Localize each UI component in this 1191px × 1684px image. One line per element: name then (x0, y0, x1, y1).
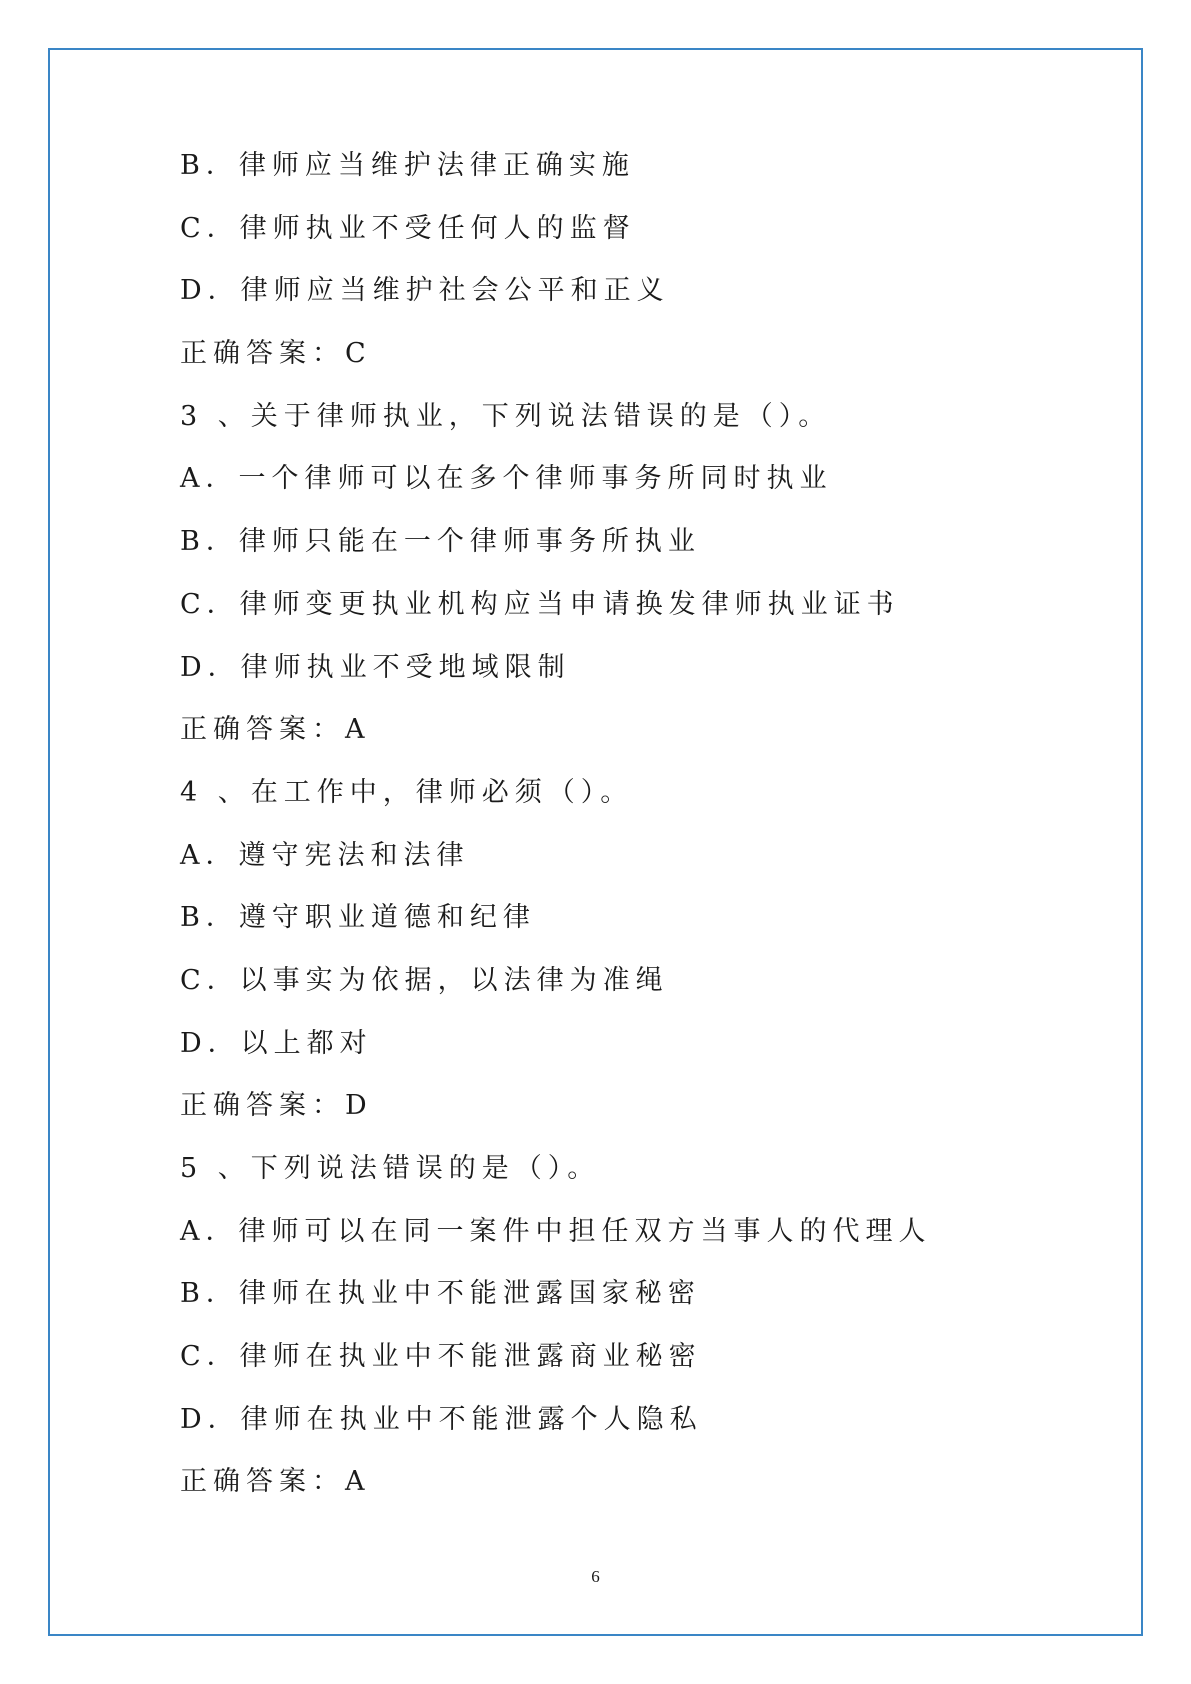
option-label: B． (180, 526, 239, 558)
option-text: 律师执业不受任何人的监督 (239, 212, 636, 244)
option-text: 律师只能在一个律师事务所执业 (238, 526, 701, 558)
option-q3-a (180, 459, 1080, 522)
answer-q3: 正确答案：A (180, 714, 371, 746)
option-text: 一个律师可以在多个律师事务所同时执业 (238, 463, 833, 495)
option-text: 律师执业不受地域限制 (240, 651, 571, 683)
option-q2-c (180, 209, 1080, 272)
option-q3-b (180, 522, 1080, 585)
option-q5-a (180, 1212, 1080, 1275)
option-text: 律师可以在同一案件中担任双方当事人的代理人 (238, 1215, 932, 1247)
option-q5-d (180, 1400, 1080, 1463)
option-text: 律师应当维护法律正确实施 (238, 150, 635, 181)
option-label: D． (180, 1403, 241, 1435)
option-label: A． (180, 839, 239, 871)
option-text: 以上都对 (240, 1027, 373, 1059)
option-text: 以事实为依据，以法律为准绳 (239, 964, 669, 996)
option-q5-b (180, 1274, 1080, 1337)
question-3-stem: 3 、关于律师执业，下列说法错误的是（）。 (180, 400, 832, 432)
option-label: B． (180, 150, 239, 181)
option-label: D． (180, 1027, 241, 1059)
option-label: B． (180, 902, 239, 934)
option-text: 律师在执业中不能泄露商业秘密 (239, 1341, 702, 1373)
option-label: C． (180, 1341, 240, 1373)
option-label: A． (180, 463, 239, 495)
page-number: 6 (591, 1567, 600, 1586)
question-5-stem: 5 、下列说法错误的是（）。 (180, 1153, 601, 1184)
option-label: B． (180, 1278, 239, 1310)
answer-q2: 正确答案：C (180, 338, 372, 370)
option-q5-c (180, 1337, 1080, 1400)
option-text: 律师在执业中不能泄露国家秘密 (238, 1278, 701, 1310)
answer-q4: 正确答案：D (180, 1090, 373, 1122)
option-text: 遵守职业道德和纪律 (238, 902, 536, 934)
option-q4-c (180, 961, 1080, 1024)
option-q4-b (180, 898, 1080, 961)
option-text: 遵守宪法和法律 (238, 839, 470, 871)
answer-q5: 正确答案：A (180, 1466, 371, 1498)
option-label: C． (180, 588, 240, 620)
question-4-stem: 4 、在工作中，律师必须（）。 (180, 776, 634, 808)
option-text: 律师变更执业机构应当申请换发律师执业证书 (239, 588, 900, 620)
option-q2-b (180, 146, 1080, 209)
option-label: D． (180, 275, 241, 307)
option-q3-c (180, 585, 1080, 648)
option-label: A． (180, 1215, 239, 1247)
option-q4-a (180, 836, 1080, 899)
option-q4-d (180, 1024, 1080, 1087)
option-text: 律师应当维护社会公平和正义 (240, 275, 670, 307)
option-text: 律师在执业中不能泄露个人隐私 (240, 1403, 703, 1435)
option-label: C． (180, 212, 240, 244)
option-q3-d (180, 648, 1080, 711)
option-label: D． (180, 651, 241, 683)
page-content (180, 146, 1080, 1525)
option-label: C． (180, 964, 240, 996)
option-q2-d (180, 271, 1080, 334)
